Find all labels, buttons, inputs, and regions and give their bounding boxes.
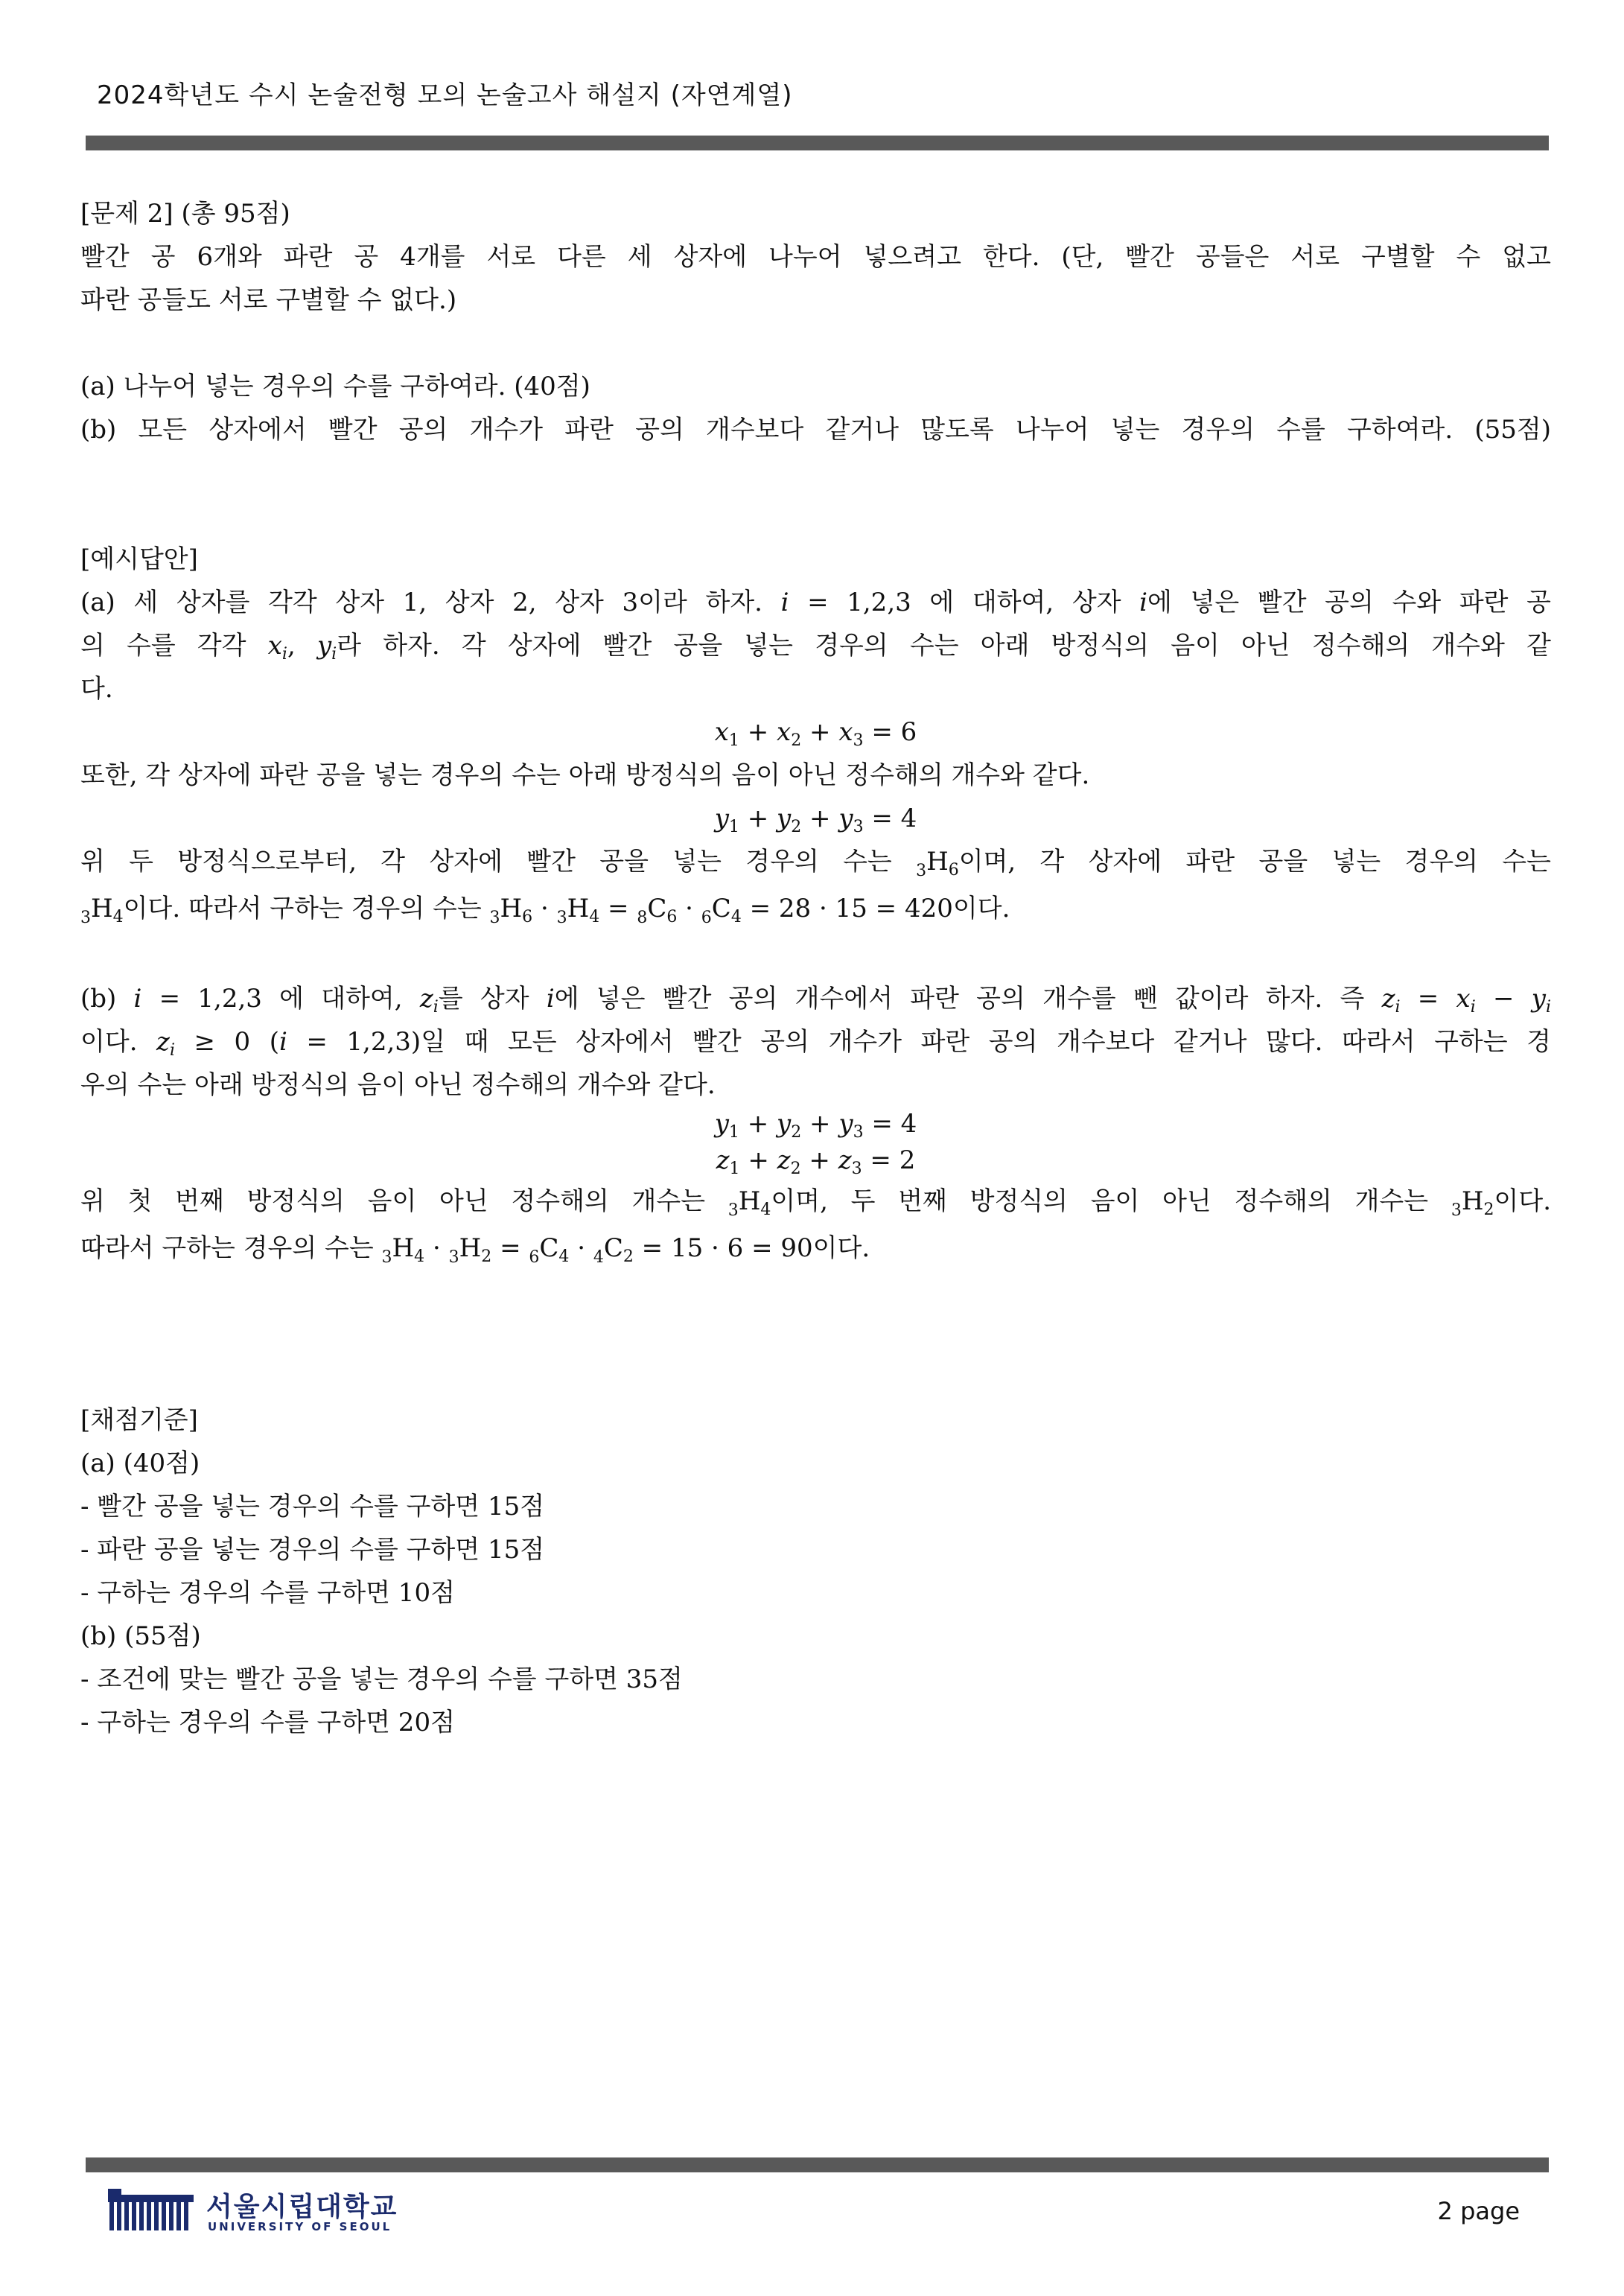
answer-a-line4: 또한, 각 상자에 파란 공을 넣는 경우의 수는 아래 방정식의 음이 아닌 정수해의 개수와 같다. — [80, 760, 1090, 790]
equation-x-sum: $x_1 + x_2 + x_3 = 6$ — [714, 717, 917, 750]
answer-b-line4: 위 첫 번째 방정식의 음이 아닌 정수해의 개수는 $_3H_4$이며, 두 번째 방정식의 음이 아닌 정수해의 개수는 $_3H_2$이다. — [80, 1186, 1551, 1220]
answer-b-line3: 우의 수는 아래 방정식의 음이 아닌 정수해의 개수와 같다. — [80, 1070, 716, 1100]
problem-intro-line2: 파란 공들도 서로 구별할 수 없다.) — [80, 285, 457, 315]
grading-a-item: - 파란 공을 넣는 경우의 수를 구하면 15점 — [80, 1535, 545, 1565]
problem-part-a: (a) 나누어 넣는 경우의 수를 구하여라. (40점) — [80, 372, 590, 401]
answer-a-line1: (a) 세 상자를 각각 상자 1, 상자 2, 상자 3이라 하자. i = 1,2,3 에 대하여, 상자 i에 넣은 빨간 공의 수와 파란 공 — [80, 588, 1551, 617]
university-logo — [108, 2186, 421, 2245]
logo-english-name: UNIVERSITY OF SEOUL — [208, 2220, 392, 2233]
answer-heading: [예시답안] — [80, 544, 198, 574]
answer-a-line6: $_3H_4$이다. 따라서 구하는 경우의 수는 $_3H_6 \cdot _3H_4 = _8C_6 \cdot _6C_4 = 28 \cdot 15 = 420$이다. — [80, 894, 1010, 927]
header-rule — [86, 136, 1549, 150]
grading-b-title: (b) (55점) — [80, 1621, 201, 1651]
problem-heading: [문제 2] (총 95점) — [80, 199, 290, 229]
grading-a-item: - 구하는 경우의 수를 구하면 10점 — [80, 1578, 455, 1608]
answer-b-line5: 따라서 구하는 경우의 수는 $_3H_4 \cdot _3H_2 = _6C_4 \cdot _4C_2 = 15 \cdot 6 = 90$이다. — [80, 1233, 870, 1267]
problem-intro-line1: 빨간 공 6개와 파란 공 4개를 서로 다른 세 상자에 나누어 넣으려고 한다. (단, 빨간 공들은 서로 구별할 수 없고 — [80, 242, 1551, 272]
answer-b-line2: 이다. $z_i \ge 0$ (i = 1,2,3)일 때 모든 상자에서 빨간 공의 개수가 파란 공의 개수보다 같거나 많다. 따라서 구하는 경 — [80, 1027, 1551, 1060]
equation-y-sum-b: $y_1 + y_2 + y_3 = 4$ — [714, 1109, 917, 1142]
equation-z-sum: $z_1 + z_2 + z_3 = 2$ — [716, 1145, 916, 1178]
answer-a-line2: 의 수를 각각 $x_i$, $y_i$라 하자. 각 상자에 빨간 공을 넣는 경우의 수는 아래 방정식의 음이 아닌 정수해의 개수와 같 — [80, 631, 1551, 664]
logo-emblem-icon — [108, 2189, 194, 2232]
footer-rule — [86, 2157, 1549, 2172]
page-number: 2 page — [1437, 2197, 1520, 2225]
grading-a-item: - 빨간 공을 넣는 경우의 수를 구하면 15점 — [80, 1492, 545, 1521]
document-body — [80, 192, 1551, 1744]
answer-a-line3: 다. — [80, 674, 113, 704]
equation-y-sum: $y_1 + y_2 + y_3 = 4$ — [714, 804, 917, 836]
answer-a-line5: 위 두 방정식으로부터, 각 상자에 빨간 공을 넣는 경우의 수는 $_3H_6$이며, 각 상자에 파란 공을 넣는 경우의 수는 — [80, 847, 1551, 880]
logo-korean-name: 서울시립대학교 — [206, 2192, 398, 2222]
grading-a-title: (a) (40점) — [80, 1448, 200, 1478]
problem-part-b: (b) 모든 상자에서 빨간 공의 개수가 파란 공의 개수보다 같거나 많도록 나누어 넣는 경우의 수를 구하여라. (55점) — [80, 415, 1551, 445]
page-header-title: 2024학년도 수시 논술전형 모의 논술고사 해설지 (자연계열) — [97, 80, 793, 110]
answer-b-line1: (b) i = 1,2,3 에 대하여, $z_i$를 상자 i에 넣은 빨간 공의 개수에서 파란 공의 개수를 뺀 값이라 하자. 즉 $z_i = x_i - y_i$ — [80, 984, 1551, 1017]
grading-heading: [채점기준] — [80, 1405, 198, 1435]
grading-b-item: - 구하는 경우의 수를 구하면 20점 — [80, 1708, 455, 1737]
grading-b-item: - 조건에 맞는 빨간 공을 넣는 경우의 수를 구하면 35점 — [80, 1664, 683, 1694]
